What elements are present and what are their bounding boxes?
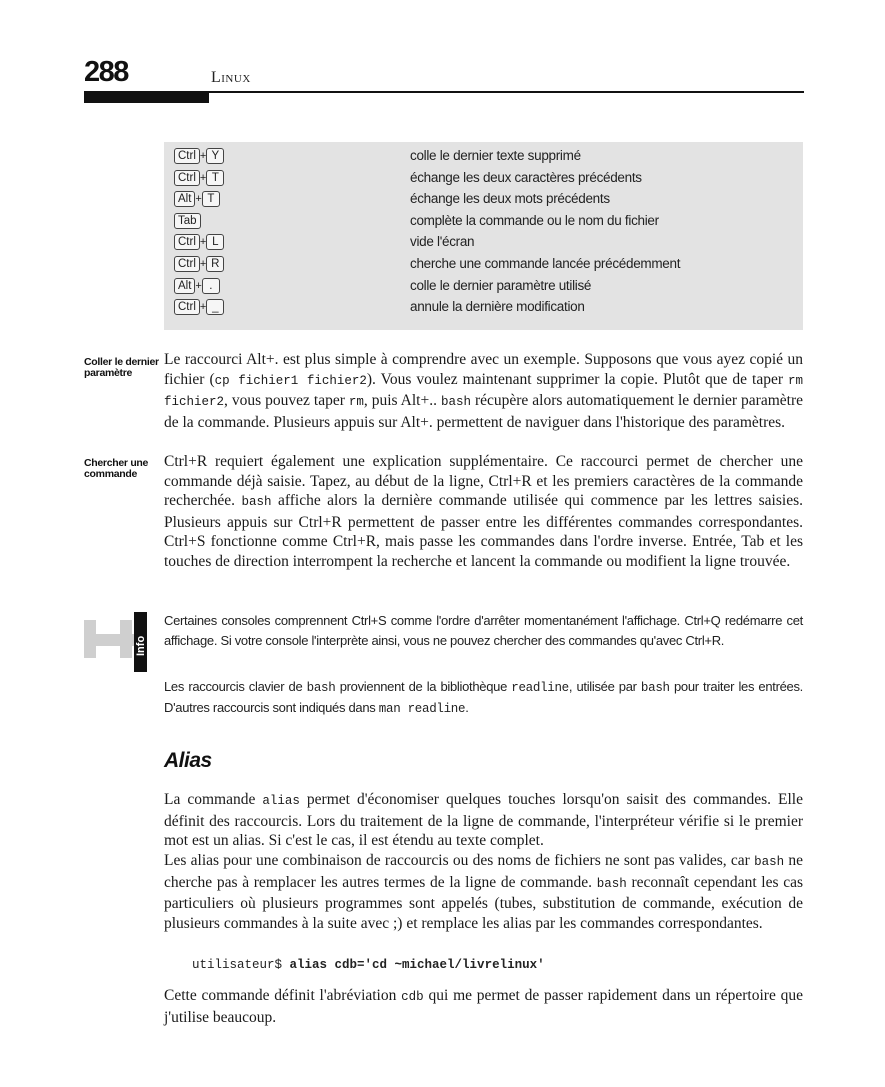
paragraph-paste-param: Le raccourci Alt+. est plus simple à comprendre avec un exemple. Supposons que vous ayez copié un fichier (cp fichier1 fichier2). Vous voulez maintenant supprimer la copie. Plutôt que de taper rm fichier2, vous pouvez taper rm, puis Alt+.. bash récupère alors automatiquement le dernier paramètre de la commande. Plusieurs appuis sur Alt+. permettent de naviguer dans l'historique des paramètres.: [164, 351, 803, 431]
shortcut-row: [164, 276, 803, 297]
paragraph-alias-2: Les alias pour une combinaison de raccourcis ou des noms de fichiers ne sont pas valides, car bash ne cherche pas à remplacer les autres termes de la ligne de commande. bash reconnaît cependant les cas particuliers où plusieurs programmes sont appelés (tubes, substitution de commande, exécution de plusieurs commandes à la suite avec ;) et remplace les alias par les commandes correspondantes.: [164, 852, 803, 932]
key-plus-separator: +: [199, 171, 207, 184]
keycap: L: [206, 234, 224, 250]
paragraph-search-command: Ctrl+R requiert également une explication supplémentaire. Ce raccourci permet de chercher une commande déjà saisie. Tapez, au début de la ligne, Ctrl+R et les premiers caractères de la commande recherchée. bash affiche alors la dernière commande utilisée qui commence par les lettres saisies. Plusieurs appuis sur Ctrl+R permettent de passer entre les différentes commandes correspondantes. Ctrl+S fonctionne comme Ctrl+R, mais passe les commandes dans l'ordre inverse. Entrée, Tab et les touches de direction interrompent la recherche et lancent la commande ou modifient la ligne trouvée.: [164, 453, 803, 570]
keycap: Ctrl: [174, 170, 200, 186]
running-title: Linux: [211, 69, 251, 86]
keycap: Ctrl: [174, 256, 200, 272]
shortcut-keys: [174, 148, 224, 164]
sidenote-search-command: Chercher une commande: [84, 457, 149, 480]
header-rule-bar: [84, 93, 209, 103]
page-header: [84, 50, 804, 106]
keycap: Y: [206, 148, 224, 164]
shortcut-description: colle le dernier paramètre utilisé: [410, 277, 592, 293]
shortcut-keys: [174, 191, 220, 207]
shortcut-description: cherche une commande lancée précédemment: [410, 256, 681, 271]
keycap: T: [206, 170, 224, 186]
shortcut-keys: [174, 213, 201, 229]
keycap: T: [202, 191, 220, 207]
keycap: Alt: [174, 278, 195, 294]
key-plus-separator: +: [199, 150, 207, 162]
paragraph-alias-1: La commande alias permet d'économiser quelques touches lorsqu'on saisit des commandes. Elle définit des raccourcis. Lors du traitement de la ligne de commande, l'interpréteur vérifie si le premier mot est un alias. Si c'est le cas, il est étendu au texte complet.: [164, 791, 803, 849]
shortcut-row: [164, 254, 803, 275]
info-icon-label: Info: [135, 635, 147, 656]
page-number: 288: [84, 56, 128, 88]
code-example: utilisateur$ alias cdb='cd ~michael/livrelinux': [192, 958, 545, 972]
keycap: Alt: [174, 191, 195, 207]
shortcut-keys: [174, 234, 224, 250]
shortcut-keys: [174, 278, 220, 294]
keycap: _: [206, 299, 224, 315]
keycap: R: [206, 256, 224, 272]
key-plus-separator: +: [195, 193, 202, 206]
shortcut-table: [164, 142, 803, 330]
shortcut-keys: [174, 256, 224, 272]
shortcut-description: échange les deux caractères précédents: [410, 169, 642, 185]
shortcut-row: [164, 297, 803, 318]
keycap: Ctrl: [174, 299, 200, 315]
key-plus-separator: +: [199, 258, 207, 270]
section-heading-alias: Alias: [164, 749, 212, 772]
keycap: Ctrl: [174, 148, 200, 164]
shortcut-description: vide l'écran: [410, 234, 475, 250]
info-icon: [84, 612, 148, 674]
shortcut-description: complète la commande ou le nom du fichier: [410, 212, 659, 228]
shortcut-description: annule la dernière modification: [410, 299, 585, 315]
keycap: Tab: [174, 213, 201, 229]
info-paragraph-1: Certaines consoles comprennent Ctrl+S comme l'ordre d'arrêter momentanément l'affichage. Ctrl+Q redémarre cet affichage. Si votre console l'interprète ainsi, vous ne pouvez chercher des commandes qu'avec Ctrl+R.: [164, 613, 803, 648]
shortcut-keys: [174, 170, 224, 186]
shortcut-row: [164, 211, 803, 232]
shortcut-row: [164, 146, 803, 167]
key-plus-separator: +: [199, 301, 207, 314]
shortcut-description: échange les deux mots précédents: [410, 191, 610, 207]
shortcut-row: [164, 168, 803, 189]
sidenote-paste-param: Coller le dernier paramètre: [84, 356, 159, 379]
shortcut-keys: [174, 299, 224, 315]
shortcut-row: [164, 189, 803, 210]
keycap: .: [202, 278, 220, 294]
shortcut-row: [164, 232, 803, 253]
info-paragraph-2: Les raccourcis clavier de bash proviennent de la bibliothèque readline, utilisée par bash pour traiter les entrées. D'autres raccourcis sont indiqués dans man readline.: [164, 679, 803, 716]
key-plus-separator: +: [195, 279, 202, 292]
keycap: Ctrl: [174, 234, 200, 250]
shortcut-description: colle le dernier texte supprimé: [410, 148, 581, 163]
paragraph-alias-3: Cette commande définit l'abréviation cdb qui me permet de passer rapidement dans un répertoire que j'utilise beaucoup.: [164, 987, 803, 1026]
key-plus-separator: +: [199, 236, 207, 249]
